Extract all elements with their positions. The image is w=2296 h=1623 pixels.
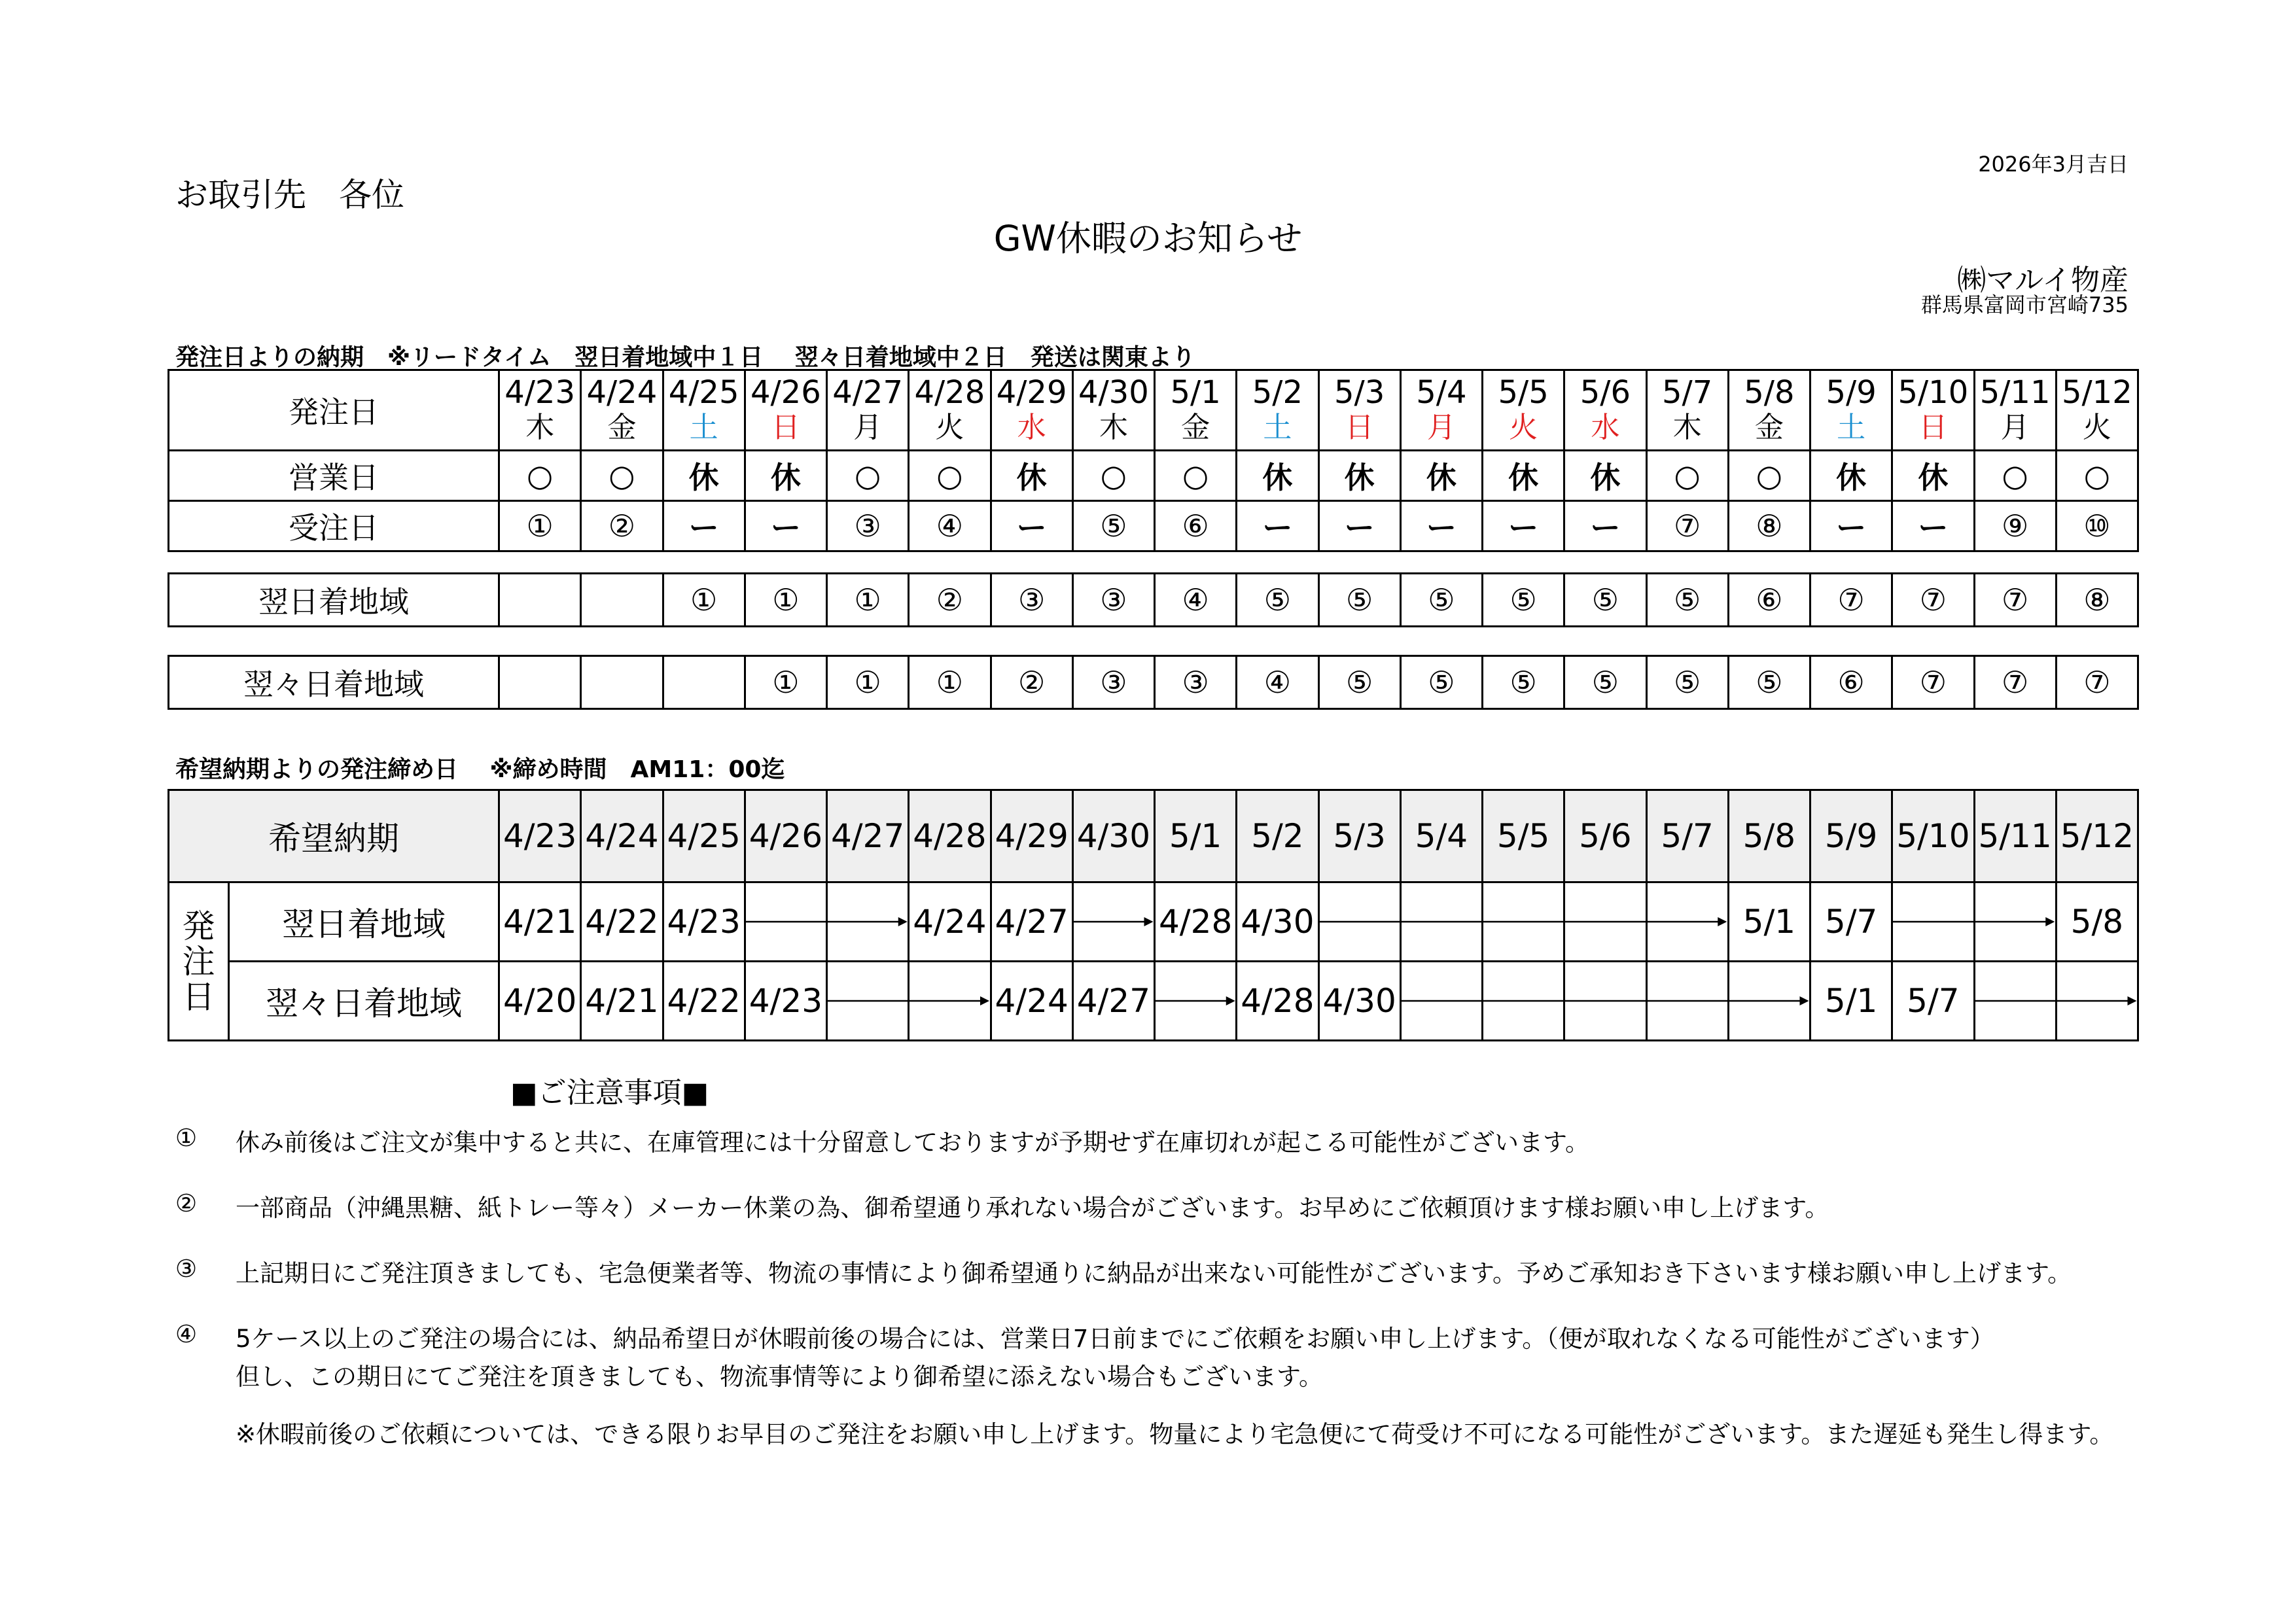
note-text: 上記期日にご発注頂きましても、宅急便業者等、物流の事情により御希望通りに納品が出来ない可能性がございます。予めご承知おき下さいます様お願い申し上げます。 [236, 1259, 2072, 1287]
receive-day-cell: ー [745, 501, 826, 551]
business-day-cell: ○ [827, 451, 909, 501]
weekday-label: 金 [1754, 411, 1784, 444]
note-number: ② [175, 1189, 198, 1217]
deadline-next-day-cell: 5/1 [1728, 882, 1810, 962]
order-date-cell [1318, 370, 1400, 451]
order-date-side-label [169, 882, 229, 1041]
desired-date-header: 5/9 [1810, 790, 1892, 882]
arrival-cell: ③ [991, 574, 1072, 627]
weekday-label: 火 [1509, 411, 1538, 444]
order-date-cell [991, 370, 1072, 451]
order-date-cell [1564, 370, 1646, 451]
arrival-cell: ② [909, 574, 991, 627]
receive-day-cell: ⑤ [1072, 501, 1154, 551]
arrival-cell: ⑤ [1483, 574, 1564, 627]
receive-day-cell: ー [1400, 501, 1482, 551]
date-label: 4/27 [832, 374, 904, 411]
order-date-cell [1237, 370, 1318, 451]
arrival-cell: ⑤ [1728, 656, 1810, 709]
deadline-next-day-cell [1318, 882, 1400, 962]
deadline-two-day-cell: 4/30 [1318, 962, 1400, 1041]
business-day-cell: ○ [1974, 451, 2056, 501]
desired-date-header: 5/1 [1155, 790, 1237, 882]
business-day-cell: 休 [745, 451, 826, 501]
desired-date-header: 4/24 [581, 790, 663, 882]
arrival-cell: ⑦ [1892, 574, 1974, 627]
arrival-cell: ⑤ [1564, 656, 1646, 709]
receive-day-cell: ④ [909, 501, 991, 551]
weekday-label: 木 [525, 411, 555, 444]
note-number: ① [175, 1124, 198, 1152]
issue-date: 2026年3月吉日 [1978, 152, 2128, 177]
order-date-cell [1728, 370, 1810, 451]
arrival-cell: ⑧ [2056, 574, 2138, 627]
desired-date-header: 5/7 [1646, 790, 1728, 882]
business-day-cell: ○ [1646, 451, 1728, 501]
side-char: 発 [182, 907, 215, 945]
desired-date-header: 5/2 [1237, 790, 1318, 882]
deadline-next-day-cell: 4/27 [991, 882, 1072, 962]
order-date-cell [827, 370, 909, 451]
deadline-two-day-label: 翌々日着地域 [229, 962, 499, 1041]
weekday-label: 月 [1426, 411, 1456, 444]
arrival-cell: ② [991, 656, 1072, 709]
deadline-two-day-cell [827, 962, 909, 1041]
arrival-cell: ⑤ [1400, 574, 1482, 627]
arrival-cell [581, 574, 663, 627]
desired-date-header: 4/25 [663, 790, 745, 882]
receive-day-cell: ③ [827, 501, 909, 551]
arrival-cell: ① [827, 574, 909, 627]
business-day-cell: 休 [1892, 451, 1974, 501]
deadline-next-day-cell [1974, 882, 2056, 962]
receive-day-cell: ー [663, 501, 745, 551]
receive-day-cell: ⑥ [1155, 501, 1237, 551]
deadline-next-day-cell: 4/22 [581, 882, 663, 962]
order-date-cell [581, 370, 663, 451]
arrival-cell: ① [827, 656, 909, 709]
arrival-cell: ① [745, 574, 826, 627]
receive-day-cell: ー [1564, 501, 1646, 551]
desired-date-header: 5/6 [1564, 790, 1646, 882]
date-label: 4/28 [914, 374, 985, 411]
date-label: 5/6 [1580, 374, 1631, 411]
desired-date-header: 5/3 [1318, 790, 1400, 882]
company-name: ㈱マルイ物産 [1957, 264, 2128, 297]
arrival-cell: ⑦ [2056, 656, 2138, 709]
deadline-next-day-cell [1483, 882, 1564, 962]
desired-date-header: 5/12 [2056, 790, 2138, 882]
weekday-label: 土 [1837, 411, 1866, 444]
date-label: 5/11 [1979, 374, 2051, 411]
order-date-cell [745, 370, 826, 451]
deadline-two-day-cell [1155, 962, 1237, 1041]
deadline-next-day-cell [1564, 882, 1646, 962]
deadline-next-day-cell [1072, 882, 1154, 962]
date-label: 5/2 [1252, 374, 1303, 411]
deadline-two-day-cell: 4/21 [581, 962, 663, 1041]
deadline-two-day-cell [1646, 962, 1728, 1041]
business-day-cell: 休 [1810, 451, 1892, 501]
deadline-next-day-label: 翌日着地域 [229, 882, 499, 962]
note-text: 5ケース以上のご発注の場合には、納品希望日が休暇前後の場合には、営業日7日前までにご依頼をお願い申し上げます。（便が取れなくなる可能性がございます） [236, 1325, 1994, 1353]
deadline-two-day-cell [1400, 962, 1482, 1041]
arrival-cell: ⑤ [1646, 574, 1728, 627]
desired-date-header: 4/29 [991, 790, 1072, 882]
section-heading-lead-time: 発注日よりの納期 ※リードタイム 翌日着地域中１日 翌々日着地域中２日 発送は関東より [175, 344, 1195, 371]
deadline-two-day-cell: 4/27 [1072, 962, 1154, 1041]
receive-day-cell: ー [1318, 501, 1400, 551]
weekday-label: 土 [1263, 411, 1292, 444]
arrival-cell: ④ [1237, 656, 1318, 709]
arrival-cell: ⑥ [1810, 656, 1892, 709]
date-label: 5/4 [1416, 374, 1467, 411]
weekday-label: 火 [2082, 411, 2111, 444]
deadline-next-day-cell: 5/7 [1810, 882, 1892, 962]
arrival-cell: ① [663, 574, 745, 627]
receive-day-cell: ⑧ [1728, 501, 1810, 551]
business-day-cell: ○ [499, 451, 581, 501]
date-label: 5/3 [1334, 374, 1385, 411]
arrival-cell: ⑦ [1974, 574, 2056, 627]
arrival-cell: ① [909, 656, 991, 709]
note-text: 一部商品（沖縄黒糖、紙トレー等々）メーカー休業の為、御希望通り承れない場合がございます。お早めにご依頼頂けます様お願い申し上げます。 [236, 1194, 1829, 1222]
weekday-label: 水 [1591, 411, 1620, 444]
date-label: 4/29 [996, 374, 1067, 411]
arrival-cell: ③ [1072, 574, 1154, 627]
weekday-label: 日 [1918, 411, 1948, 444]
deadline-two-day-cell: 4/23 [745, 962, 826, 1041]
note-number: ④ [175, 1320, 198, 1348]
date-label: 5/9 [1826, 374, 1877, 411]
receive-day-label: 受注日 [169, 501, 499, 551]
deadline-next-day-cell: 4/30 [1237, 882, 1318, 962]
order-date-cell [1483, 370, 1564, 451]
note-text: 休み前後はご注文が集中すると共に、在庫管理には十分留意しておりますが予期せず在庫切れが起こる可能性がございます。 [236, 1128, 1590, 1157]
arrival-cell: ⑤ [1564, 574, 1646, 627]
order-date-cell [663, 370, 745, 451]
arrival-cell: ① [745, 656, 826, 709]
date-label: 4/24 [586, 374, 658, 411]
receive-day-cell: ① [499, 501, 581, 551]
weekday-label: 月 [2000, 411, 2030, 444]
receive-day-cell: ⑦ [1646, 501, 1728, 551]
two-day-area-label: 翌々日着地域 [169, 656, 499, 709]
order-date-cell [1155, 370, 1237, 451]
desired-date-header: 4/23 [499, 790, 581, 882]
arrival-cell [499, 656, 581, 709]
receive-day-cell: ② [581, 501, 663, 551]
business-day-cell: 休 [1400, 451, 1482, 501]
section-heading-deadline: 希望納期よりの発注締め日 ※締め時間 AM11：00迄 [175, 756, 785, 783]
order-date-cell [1072, 370, 1154, 451]
weekday-label: 日 [771, 411, 800, 444]
business-day-label: 営業日 [169, 451, 499, 501]
business-day-cell: 休 [1237, 451, 1318, 501]
order-date-cell [2056, 370, 2138, 451]
order-date-cell [499, 370, 581, 451]
deadline-table [168, 789, 2139, 1041]
deadline-two-day-cell: 4/28 [1237, 962, 1318, 1041]
date-label: 5/8 [1744, 374, 1795, 411]
desired-date-header: 4/27 [827, 790, 909, 882]
weekday-label: 土 [689, 411, 718, 444]
deadline-two-day-cell [2056, 962, 2138, 1041]
desired-date-header: 4/26 [745, 790, 826, 882]
order-date-cell [1646, 370, 1728, 451]
receive-day-cell: ー [1810, 501, 1892, 551]
weekday-label: 日 [1345, 411, 1374, 444]
arrival-cell [581, 656, 663, 709]
weekday-label: 金 [607, 411, 637, 444]
arrival-cell: ⑤ [1483, 656, 1564, 709]
notice-heading: ■ご注意事項■ [510, 1076, 709, 1109]
desired-date-header: 5/8 [1728, 790, 1810, 882]
arrival-cell: ⑥ [1728, 574, 1810, 627]
deadline-two-day-cell [1974, 962, 2056, 1041]
deadline-next-day-cell [1400, 882, 1482, 962]
business-day-cell: ○ [1155, 451, 1237, 501]
arrival-cell [663, 656, 745, 709]
weekday-label: 水 [1017, 411, 1046, 444]
arrival-cell: ⑦ [1892, 656, 1974, 709]
business-day-cell: 休 [991, 451, 1072, 501]
arrival-cell: ⑤ [1318, 656, 1400, 709]
receive-day-cell: ー [1237, 501, 1318, 551]
business-day-cell: ○ [1728, 451, 1810, 501]
deadline-next-day-cell [827, 882, 909, 962]
company-address: 群馬県富岡市宮崎735 [1920, 292, 2128, 317]
deadline-next-day-cell: 4/23 [663, 882, 745, 962]
deadline-next-day-cell [1892, 882, 1974, 962]
order-schedule-table [168, 369, 2139, 552]
arrival-cell: ④ [1155, 574, 1237, 627]
order-date-cell [1974, 370, 2056, 451]
date-label: 5/10 [1898, 374, 1969, 411]
order-date-cell [1892, 370, 1974, 451]
deadline-two-day-cell [1728, 962, 1810, 1041]
next-day-area-label: 翌日着地域 [169, 574, 499, 627]
desired-date-header: 5/5 [1483, 790, 1564, 882]
deadline-two-day-cell: 4/20 [499, 962, 581, 1041]
business-day-cell: 休 [663, 451, 745, 501]
weekday-label: 木 [1672, 411, 1702, 444]
business-day-cell: 休 [1564, 451, 1646, 501]
note-number: ③ [175, 1255, 198, 1283]
note-text: 但し、この期日にてご発注を頂きましても、物流事情等により御希望に添えない場合もございます。 [236, 1363, 1324, 1391]
side-char: 注 [182, 942, 215, 981]
receive-day-cell: ⑩ [2056, 501, 2138, 551]
deadline-next-day-cell [1646, 882, 1728, 962]
weekday-label: 月 [853, 411, 883, 444]
date-label: 4/25 [668, 374, 739, 411]
deadline-next-day-cell: 5/8 [2056, 882, 2138, 962]
arrival-cell: ③ [1072, 656, 1154, 709]
side-char: 日 [182, 977, 215, 1016]
addressee: お取引先 各位 [175, 176, 404, 214]
deadline-next-day-cell: 4/21 [499, 882, 581, 962]
date-label: 4/23 [504, 374, 576, 411]
page-title: GW休暇のお知らせ [993, 218, 1303, 259]
arrival-cell: ③ [1155, 656, 1237, 709]
date-label: 4/30 [1078, 374, 1149, 411]
date-label: 5/7 [1662, 374, 1713, 411]
deadline-two-day-cell: 5/7 [1892, 962, 1974, 1041]
deadline-two-day-cell [909, 962, 991, 1041]
deadline-next-day-cell: 4/28 [1155, 882, 1237, 962]
weekday-label: 金 [1181, 411, 1210, 444]
weekday-label: 火 [935, 411, 964, 444]
order-date-label: 発注日 [169, 370, 499, 451]
arrival-cell [499, 574, 581, 627]
arrival-cell: ⑤ [1237, 574, 1318, 627]
two-day-area-table [168, 655, 2139, 710]
desired-date-header: 5/4 [1400, 790, 1482, 882]
weekday-label: 木 [1099, 411, 1128, 444]
date-label: 5/5 [1498, 374, 1549, 411]
deadline-two-day-cell: 4/24 [991, 962, 1072, 1041]
deadline-two-day-cell: 5/1 [1810, 962, 1892, 1041]
arrival-cell: ⑤ [1400, 656, 1482, 709]
business-day-cell: ○ [909, 451, 991, 501]
deadline-two-day-cell [1564, 962, 1646, 1041]
deadline-next-day-cell [745, 882, 826, 962]
desired-date-header: 4/30 [1072, 790, 1154, 882]
business-day-cell: 休 [1483, 451, 1564, 501]
receive-day-cell: ー [1892, 501, 1974, 551]
arrival-cell: ⑦ [1810, 574, 1892, 627]
deadline-two-day-cell [1483, 962, 1564, 1041]
receive-day-cell: ⑨ [1974, 501, 2056, 551]
desired-date-header: 5/11 [1974, 790, 2056, 882]
date-label: 5/1 [1170, 374, 1221, 411]
deadline-next-day-cell: 4/24 [909, 882, 991, 962]
order-date-cell [1810, 370, 1892, 451]
desired-delivery-label: 希望納期 [169, 790, 499, 882]
business-day-cell: ○ [2056, 451, 2138, 501]
arrival-cell: ⑦ [1974, 656, 2056, 709]
business-day-cell: ○ [581, 451, 663, 501]
desired-date-header: 4/28 [909, 790, 991, 882]
receive-day-cell: ー [991, 501, 1072, 551]
order-date-cell [1400, 370, 1482, 451]
date-label: 5/12 [2061, 374, 2132, 411]
deadline-two-day-cell: 4/22 [663, 962, 745, 1041]
desired-date-header: 5/10 [1892, 790, 1974, 882]
business-day-cell: 休 [1318, 451, 1400, 501]
footnote: ※休暇前後のご依頼については、できる限りお早目のご発注をお願い申し上げます。物量により宅急便にて荷受け不可になる可能性がございます。また遅延も発生し得ます。 [236, 1420, 2114, 1448]
receive-day-cell: ー [1483, 501, 1564, 551]
date-label: 4/26 [750, 374, 821, 411]
next-day-area-table [168, 572, 2139, 627]
order-date-cell [909, 370, 991, 451]
arrival-cell: ⑤ [1646, 656, 1728, 709]
business-day-cell: ○ [1072, 451, 1154, 501]
arrival-cell: ⑤ [1318, 574, 1400, 627]
